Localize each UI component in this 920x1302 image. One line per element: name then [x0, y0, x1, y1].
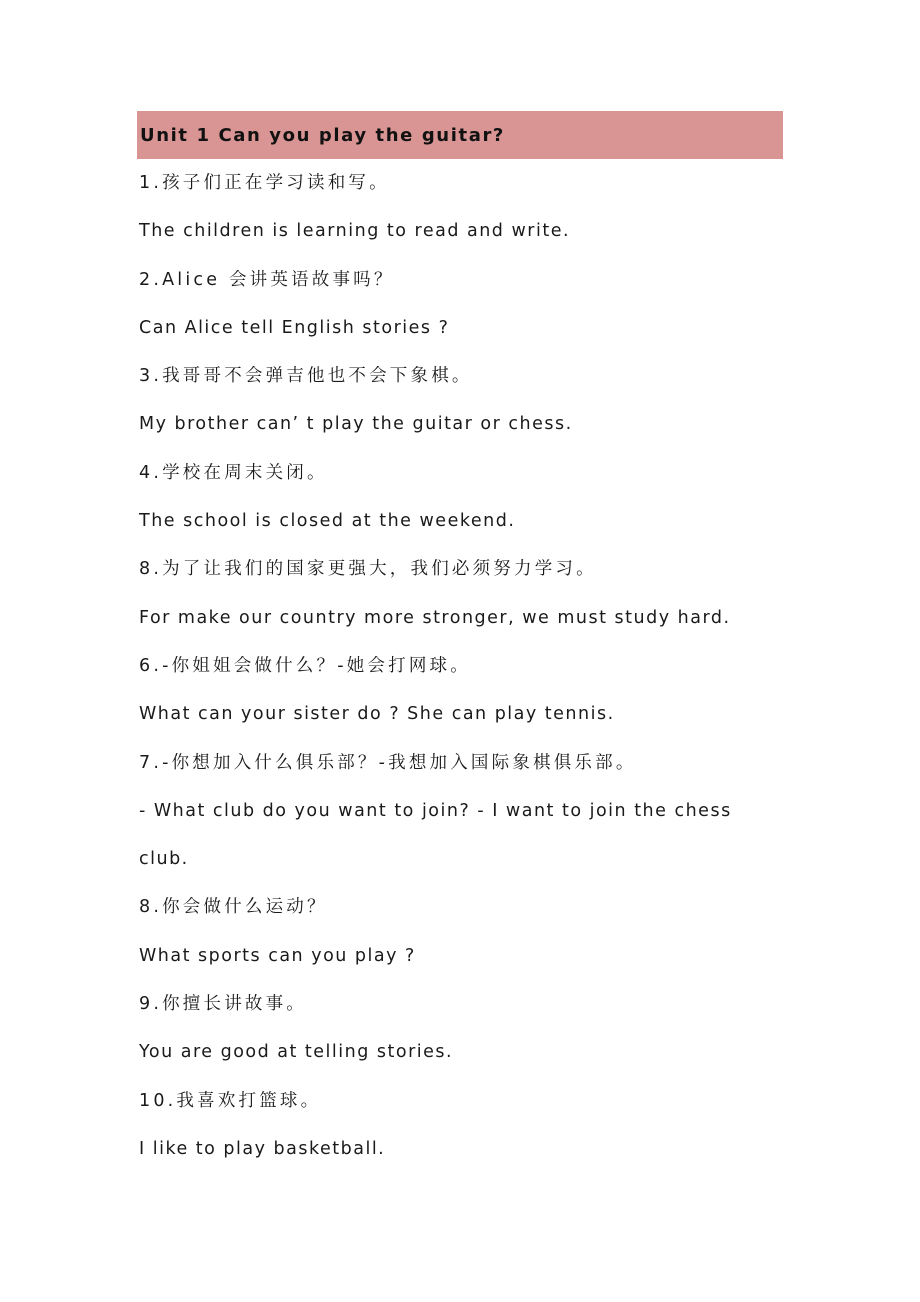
sentence-english-6: What can your sister do ? She can play tennis.: [139, 704, 615, 725]
sentence-chinese-3: 3.我哥哥不会弹吉他也不会下象棋。: [139, 366, 473, 387]
sentence-english-7-continued: club.: [139, 849, 189, 870]
sentence-chinese-7: 7.-你想加入什么俱乐部？-我想加入国际象棋俱乐部。: [139, 752, 637, 773]
sentence-english-9: You are good at telling stories.: [139, 1042, 454, 1063]
unit-title: Unit 1 Can you play the guitar?: [140, 124, 505, 146]
sentence-english-8: What sports can you play ?: [139, 945, 416, 966]
sentence-list: [137, 159, 783, 1173]
document-page: [137, 111, 783, 1173]
sentence-chinese-8: 8.你会做什么运动？: [139, 897, 328, 918]
sentence-chinese-10: 10.我喜欢打篮球。: [139, 1090, 322, 1111]
sentence-chinese-5: 8.为了让我们的国家更强大，我们必须努力学习。: [139, 559, 597, 580]
sentence-english-10: I like to play basketball.: [139, 1138, 386, 1159]
sentence-chinese-4: 4.学校在周末关闭。: [139, 462, 328, 483]
sentence-english-3: My brother can’ t play the guitar or chess.: [139, 414, 573, 435]
sentence-chinese-2: 2.Alice 会讲英语故事吗？: [139, 269, 395, 290]
sentence-english-1: The children is learning to read and write.: [139, 221, 571, 242]
sentence-chinese-1: 1.孩子们正在学习读和写。: [139, 173, 390, 193]
unit-title-bar: [137, 111, 783, 159]
sentence-chinese-9: 9.你擅长讲故事。: [139, 994, 307, 1015]
sentence-english-2: Can Alice tell English stories ?: [139, 317, 450, 338]
sentence-chinese-6: 6.-你姐姐会做什么？-她会打网球。: [139, 655, 471, 676]
sentence-english-5: For make our country more stronger, we must study hard.: [139, 607, 731, 628]
sentence-english-4: The school is closed at the weekend.: [139, 511, 516, 532]
sentence-english-7: - What club do you want to join? - I want to join the chess: [139, 800, 732, 821]
